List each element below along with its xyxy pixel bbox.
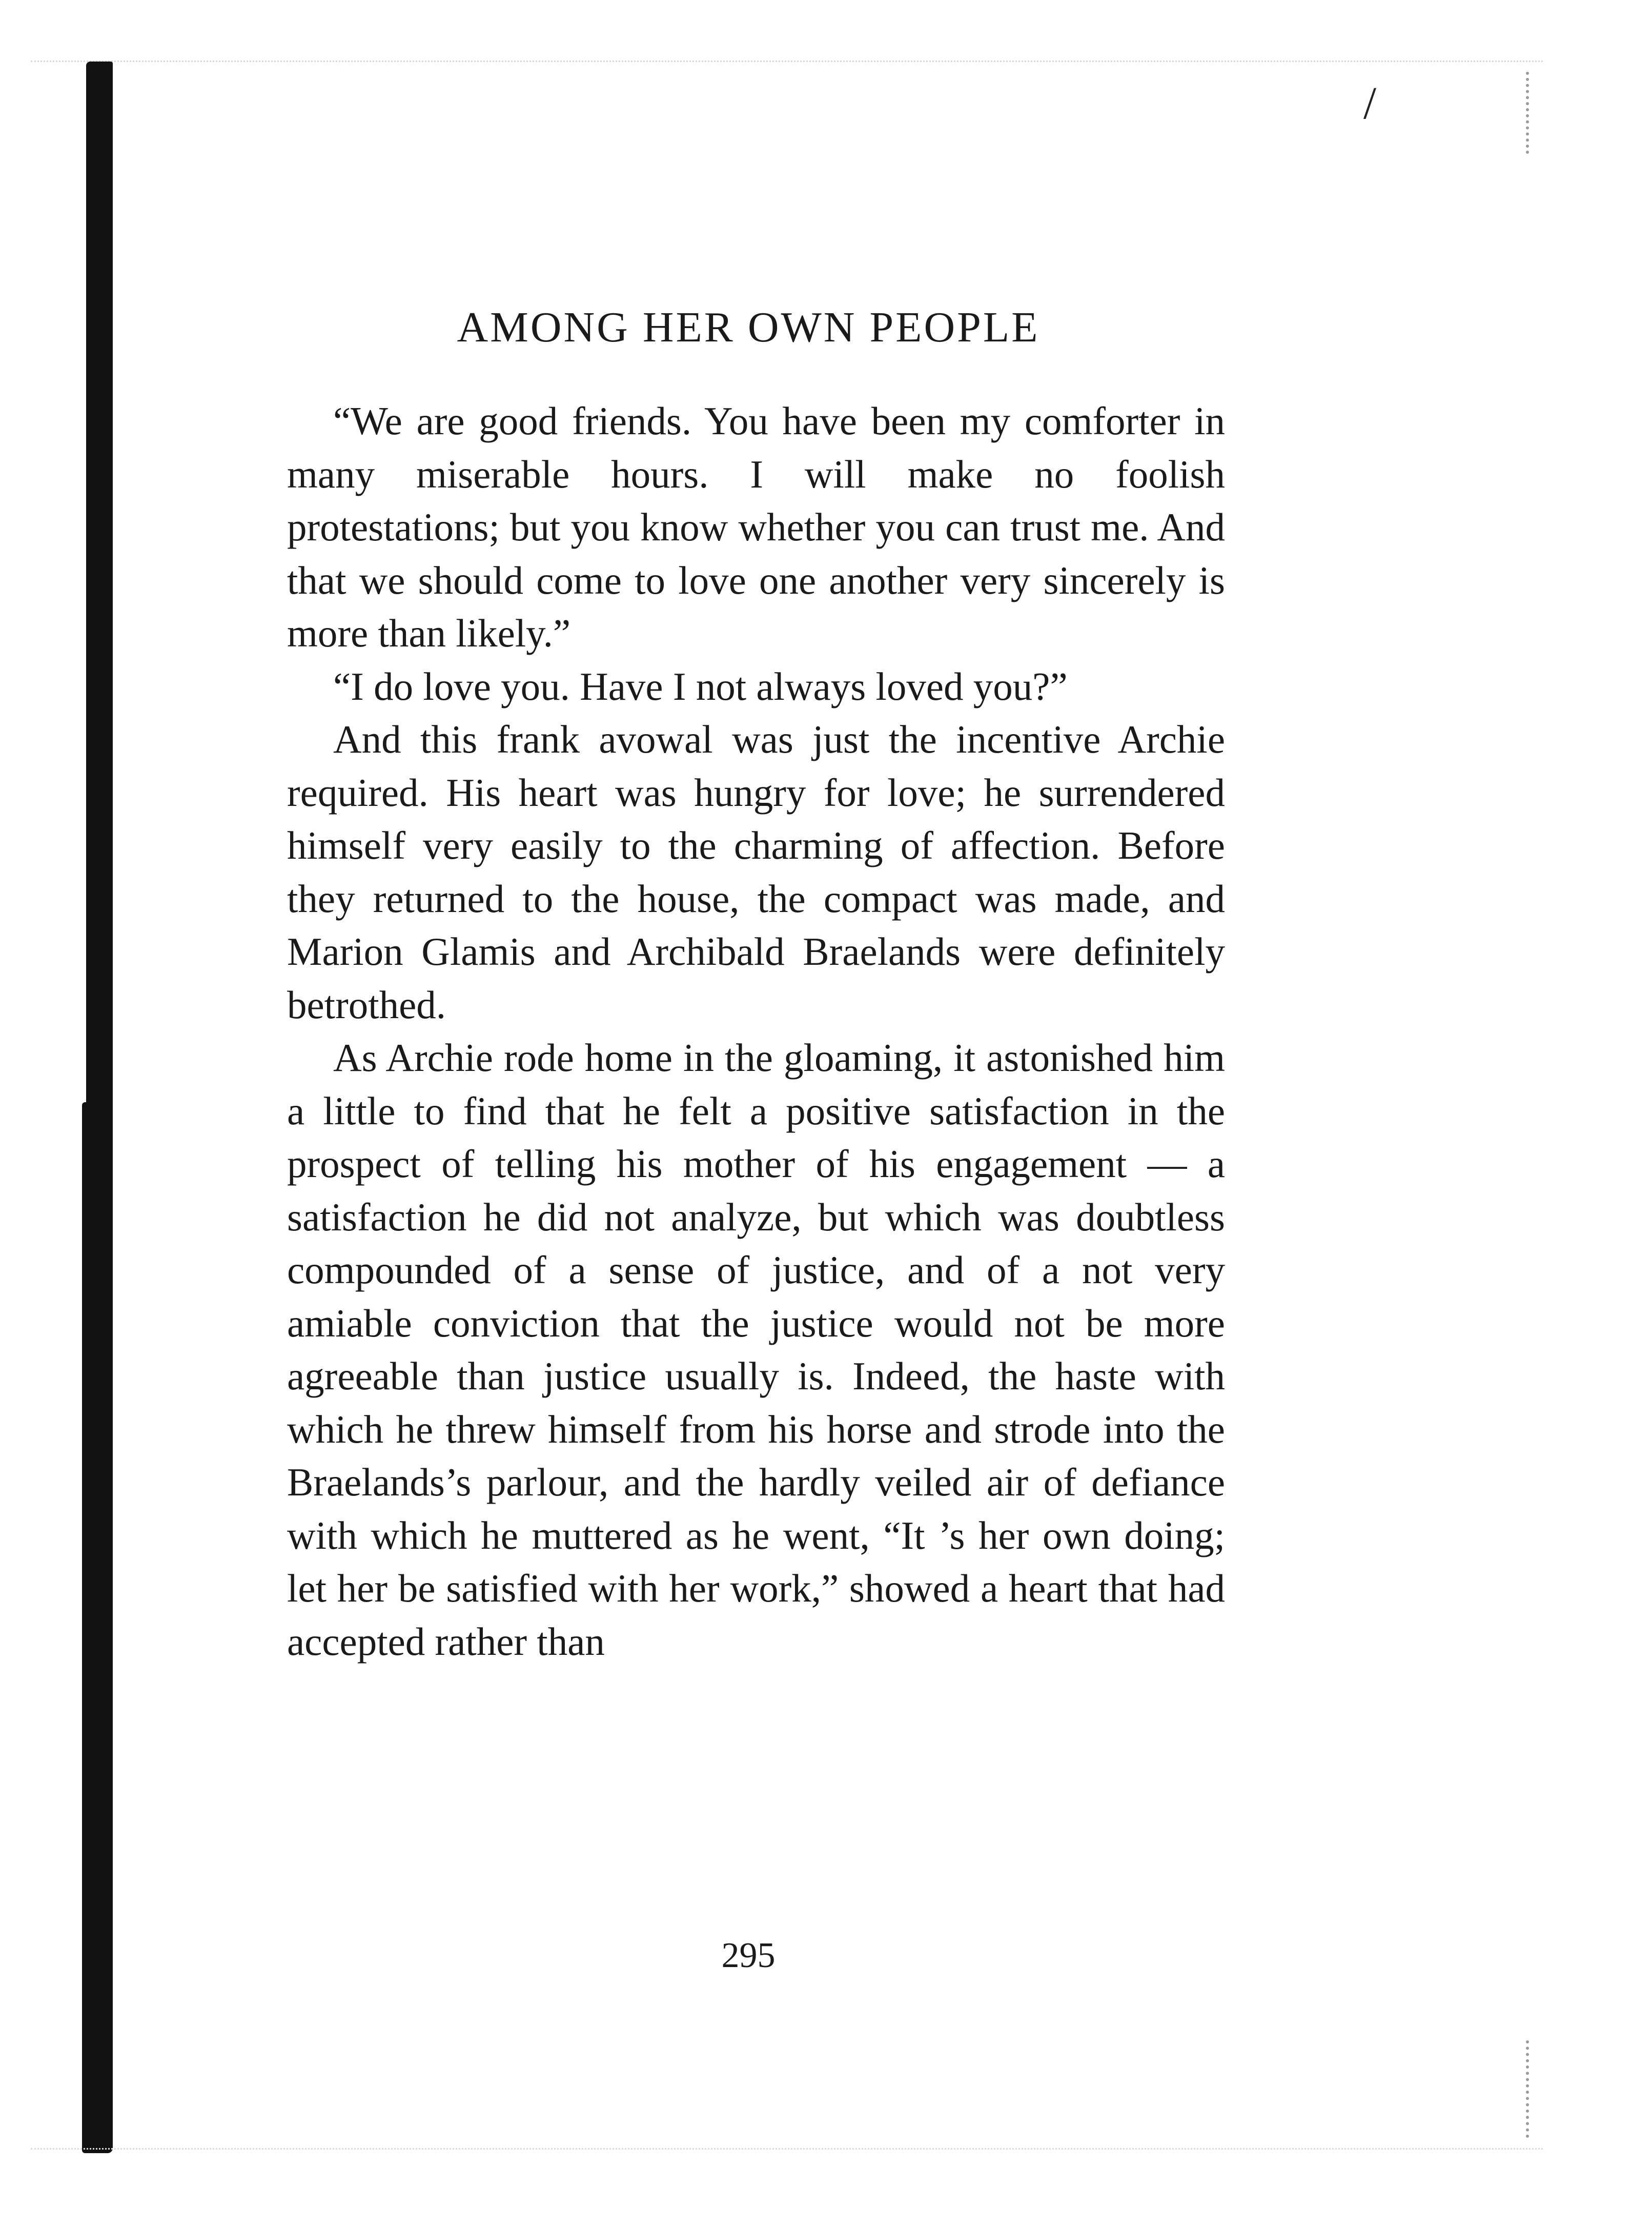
running-head: AMONG HER OWN PEOPLE — [457, 303, 1040, 351]
paragraph: “I do love you. Have I not always loved you?” — [333, 664, 1068, 708]
paragraph: And this frank avowal was just the incentive Archie required. His heart was hungry for love; he surrendered himself very easily to the charming of affection. Before they returned to the house, the compact was made, and Marion Glamis and Archibald Braelands were definitely betrothed. — [287, 717, 1225, 1027]
scan-noise-right-top — [1526, 72, 1560, 154]
page-number: 295 — [721, 1936, 776, 1975]
margin-mark: / — [1363, 78, 1377, 129]
paragraph: As Archie rode home in the gloaming, it astonished him a little to find that he felt a positive satisfaction in the prospect of telling his mother of his engagement — a satisfaction he did not analyze, but which was doubtless compounded of a sense of justice, and of a not very amiable conviction that the justice would not be more agreeable than justice usually is. Indeed, the haste with which he threw himself from his horse and strode into the Braelands’s parlour, and the hardly veiled air of defiance with which he muttered as he went, “It ’s her own doing; let her be satisfied with her work,” showed a heart that had accepted rather than — [287, 1036, 1225, 1664]
scan-noise-right-bottom — [1526, 2040, 1560, 2138]
paragraph: “We are good friends. You have been my comforter in many miserable hours. I will make no foolish protestations; but you know whether you can trust me. And that we should come to love one another very sincerely is more than likely.” — [287, 399, 1225, 655]
body-text — [287, 395, 1225, 1668]
binding-shadow-edge — [82, 1102, 94, 2153]
scan-noise-top — [31, 60, 1543, 62]
scan-noise-bottom — [31, 2148, 1543, 2150]
